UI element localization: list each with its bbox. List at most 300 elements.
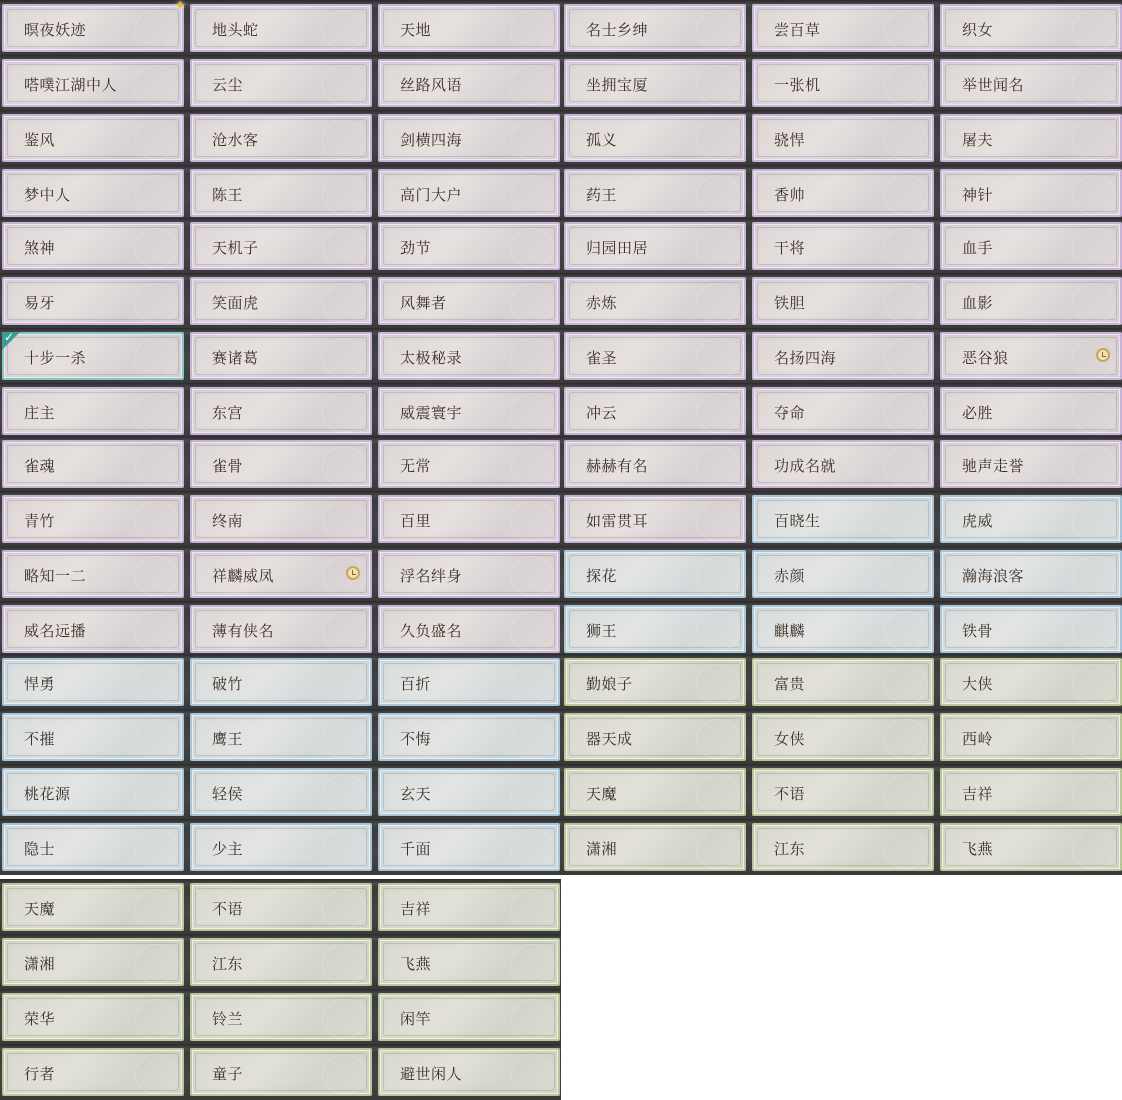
title-label: 百折	[400, 675, 432, 693]
cloud-ornament-icon	[134, 944, 178, 984]
title-tile[interactable]	[2, 658, 184, 706]
title-tile[interactable]	[564, 332, 746, 380]
clock-icon	[346, 566, 360, 580]
cloud-ornament-icon	[884, 228, 928, 268]
title-tile[interactable]	[190, 658, 372, 706]
title-tile[interactable]	[2, 0, 186, 52]
title-tile[interactable]	[190, 332, 372, 380]
cloud-ornament-icon	[134, 393, 178, 433]
title-tile[interactable]	[190, 550, 372, 598]
cloud-ornament-icon	[1072, 338, 1116, 378]
title-label: 百里	[400, 512, 432, 530]
cloud-ornament-icon	[884, 556, 928, 596]
title-tile[interactable]	[2, 605, 184, 653]
cloud-ornament-icon	[884, 611, 928, 651]
title-tile[interactable]	[190, 495, 372, 543]
cloud-ornament-icon	[510, 1054, 554, 1094]
title-label: 暝夜妖迹	[24, 21, 87, 39]
title-tile[interactable]	[190, 993, 372, 1041]
cloud-ornament-icon	[322, 719, 366, 759]
title-tile[interactable]	[378, 387, 560, 435]
title-label: 麒麟	[774, 622, 806, 640]
title-label: 潇湘	[586, 840, 618, 858]
title-tile[interactable]	[752, 332, 934, 380]
title-tile[interactable]	[752, 550, 934, 598]
title-tile[interactable]	[378, 883, 560, 931]
title-label: 威震寰宇	[400, 404, 463, 422]
title-tile[interactable]	[2, 495, 184, 543]
title-tile[interactable]	[378, 4, 560, 52]
title-tile[interactable]	[2, 550, 184, 598]
cloud-ornament-icon	[322, 338, 366, 378]
title-label: 薄有侠名	[212, 622, 275, 640]
title-tile[interactable]	[564, 605, 746, 653]
title-tile[interactable]	[940, 550, 1122, 598]
cloud-ornament-icon	[510, 228, 554, 268]
title-label: 高门大户	[400, 186, 463, 204]
title-tile[interactable]	[2, 440, 184, 488]
title-tile[interactable]	[2, 713, 184, 761]
title-label: 雀骨	[212, 457, 244, 475]
title-label: 屠夫	[962, 131, 994, 149]
title-label: 雀圣	[586, 349, 618, 367]
cloud-ornament-icon	[134, 228, 178, 268]
title-label: 织女	[962, 21, 994, 39]
title-tile[interactable]	[564, 277, 746, 325]
title-tile[interactable]	[752, 713, 934, 761]
title-label: 风舞者	[400, 294, 447, 312]
title-tile[interactable]	[190, 1048, 372, 1096]
title-label: 太极秘录	[400, 349, 463, 367]
title-tile[interactable]	[190, 59, 372, 107]
title-tile[interactable]	[564, 550, 746, 598]
title-tile[interactable]	[378, 169, 560, 217]
title-label: 天地	[400, 21, 432, 39]
title-tile[interactable]	[940, 277, 1122, 325]
title-tile[interactable]	[940, 332, 1122, 380]
cloud-ornament-icon	[510, 556, 554, 596]
cloud-ornament-icon	[510, 944, 554, 984]
title-tile[interactable]	[752, 59, 934, 107]
title-tile[interactable]	[752, 222, 934, 270]
title-tile[interactable]	[378, 550, 560, 598]
title-label: 夺命	[774, 404, 806, 422]
title-label: 少主	[212, 840, 244, 858]
title-tile[interactable]	[2, 169, 184, 217]
title-tile[interactable]	[752, 440, 934, 488]
cloud-ornament-icon	[322, 664, 366, 704]
cloud-ornament-icon	[884, 120, 928, 160]
title-tile[interactable]	[2, 1048, 184, 1096]
title-tile[interactable]	[378, 332, 560, 380]
title-label: 驰声走誉	[962, 457, 1025, 475]
cloud-ornament-icon	[322, 944, 366, 984]
title-label: 隐士	[24, 840, 56, 858]
title-tile[interactable]	[564, 495, 746, 543]
title-tile[interactable]	[752, 169, 934, 217]
title-tile[interactable]	[940, 169, 1122, 217]
title-label: 桃花源	[24, 785, 71, 803]
title-tile[interactable]	[2, 938, 184, 986]
cloud-ornament-icon	[322, 1054, 366, 1094]
title-label: 天魔	[586, 785, 618, 803]
title-label: 祥麟威凤	[212, 567, 275, 585]
title-tile[interactable]	[752, 4, 934, 52]
title-label: 童子	[212, 1065, 244, 1083]
title-tile[interactable]	[378, 114, 560, 162]
title-tile[interactable]	[2, 332, 184, 380]
cloud-ornament-icon	[510, 999, 554, 1039]
title-label: 潇湘	[24, 955, 56, 973]
title-label: 孤义	[586, 131, 618, 149]
title-label: 千面	[400, 840, 432, 858]
cloud-ornament-icon	[322, 611, 366, 651]
cloud-ornament-icon	[696, 774, 740, 814]
cloud-ornament-icon	[696, 10, 740, 50]
title-label: 器天成	[586, 730, 633, 748]
title-label: 威名远播	[24, 622, 87, 640]
cloud-ornament-icon	[510, 283, 554, 323]
title-label: 天魔	[24, 900, 56, 918]
cloud-ornament-icon	[510, 120, 554, 160]
title-label: 江东	[774, 840, 806, 858]
title-label: 赤炼	[586, 294, 618, 312]
title-tile[interactable]	[940, 605, 1122, 653]
cloud-ornament-icon	[510, 664, 554, 704]
title-label: 干将	[774, 239, 806, 257]
title-tile[interactable]	[378, 222, 560, 270]
title-tile[interactable]	[190, 440, 372, 488]
title-label: 剑横四海	[400, 131, 463, 149]
cloud-ornament-icon	[696, 65, 740, 105]
title-label: 必胜	[962, 404, 994, 422]
cloud-ornament-icon	[696, 556, 740, 596]
cloud-ornament-icon	[134, 10, 178, 50]
title-tile[interactable]	[190, 713, 372, 761]
title-label: 吉祥	[400, 900, 432, 918]
title-tile[interactable]	[564, 222, 746, 270]
cloud-ornament-icon	[510, 501, 554, 541]
title-tile[interactable]	[752, 605, 934, 653]
title-label: 鉴风	[24, 131, 56, 149]
title-label: 狮王	[586, 622, 618, 640]
cloud-ornament-icon	[510, 611, 554, 651]
title-label: 大侠	[962, 675, 994, 693]
title-tile[interactable]	[564, 658, 746, 706]
title-tile[interactable]	[378, 713, 560, 761]
cloud-ornament-icon	[134, 719, 178, 759]
title-tile[interactable]	[940, 387, 1122, 435]
title-label: 飞燕	[962, 840, 994, 858]
cloud-ornament-icon	[696, 664, 740, 704]
title-tile[interactable]	[940, 222, 1122, 270]
title-tile[interactable]	[378, 938, 560, 986]
cloud-ornament-icon	[1072, 829, 1116, 869]
title-tile[interactable]	[190, 938, 372, 986]
title-tile[interactable]	[564, 59, 746, 107]
cloud-ornament-icon	[696, 283, 740, 323]
cloud-ornament-icon	[322, 774, 366, 814]
title-label: 无常	[400, 457, 432, 475]
title-tile[interactable]	[190, 605, 372, 653]
cloud-ornament-icon	[696, 393, 740, 433]
cloud-ornament-icon	[696, 829, 740, 869]
title-label: 陈王	[212, 186, 244, 204]
cloud-ornament-icon	[1072, 774, 1116, 814]
title-tile[interactable]	[940, 658, 1122, 706]
cloud-ornament-icon	[1072, 556, 1116, 596]
cloud-ornament-icon	[322, 999, 366, 1039]
title-tile[interactable]	[752, 277, 934, 325]
title-tile[interactable]	[940, 495, 1122, 543]
title-tile[interactable]	[378, 993, 560, 1041]
cloud-ornament-icon	[696, 611, 740, 651]
title-tile[interactable]	[2, 114, 184, 162]
title-tile[interactable]	[378, 59, 560, 107]
title-label: 玄天	[400, 785, 432, 803]
cloud-ornament-icon	[884, 65, 928, 105]
title-label: 沧水客	[212, 131, 259, 149]
title-tile[interactable]	[564, 4, 746, 52]
title-label: 尝百草	[774, 21, 821, 39]
cloud-ornament-icon	[322, 889, 366, 929]
title-label: 行者	[24, 1065, 56, 1083]
cloud-ornament-icon	[510, 719, 554, 759]
cloud-ornament-icon	[510, 774, 554, 814]
title-tile[interactable]	[2, 993, 184, 1041]
title-label: 赫赫有名	[586, 457, 649, 475]
title-tile[interactable]	[378, 823, 560, 871]
cloud-ornament-icon	[134, 774, 178, 814]
title-tile[interactable]	[940, 768, 1122, 816]
cloud-ornament-icon	[884, 501, 928, 541]
title-label: 名扬四海	[774, 349, 837, 367]
title-label: 闲竿	[400, 1010, 432, 1028]
title-label: 略知一二	[24, 567, 87, 585]
title-label: 神针	[962, 186, 994, 204]
title-tile[interactable]	[940, 4, 1122, 52]
title-label: 浮名绊身	[400, 567, 463, 585]
cloud-ornament-icon	[134, 889, 178, 929]
cloud-ornament-icon	[1072, 120, 1116, 160]
cloud-ornament-icon	[884, 393, 928, 433]
title-label: 云尘	[212, 76, 244, 94]
title-label: 终南	[212, 512, 244, 530]
cloud-ornament-icon	[884, 446, 928, 486]
cloud-ornament-icon	[322, 120, 366, 160]
cloud-ornament-icon	[884, 10, 928, 50]
title-tile[interactable]	[940, 59, 1122, 107]
title-tile[interactable]	[752, 823, 934, 871]
title-label: 铃兰	[212, 1010, 244, 1028]
cloud-ornament-icon	[322, 283, 366, 323]
title-label: 易牙	[24, 294, 56, 312]
title-tile[interactable]	[940, 114, 1122, 162]
title-tile[interactable]	[564, 169, 746, 217]
cloud-ornament-icon	[134, 611, 178, 651]
title-tile[interactable]	[2, 59, 184, 107]
title-label: 煞神	[24, 239, 56, 257]
title-label: 荣华	[24, 1010, 56, 1028]
cloud-ornament-icon	[1072, 228, 1116, 268]
title-tile[interactable]	[564, 440, 746, 488]
title-label: 血影	[962, 294, 994, 312]
cloud-ornament-icon	[322, 393, 366, 433]
title-label: 不摧	[24, 730, 56, 748]
title-label: 久负盛名	[400, 622, 463, 640]
title-tile[interactable]	[564, 713, 746, 761]
title-label: 青竹	[24, 512, 56, 530]
checkmark-icon: ✓	[4, 330, 15, 344]
cloud-ornament-icon	[1072, 65, 1116, 105]
cloud-ornament-icon	[884, 774, 928, 814]
title-tile[interactable]	[190, 768, 372, 816]
title-label: 天机子	[212, 239, 259, 257]
cloud-ornament-icon	[134, 501, 178, 541]
cloud-ornament-icon	[134, 1054, 178, 1094]
title-label: 血手	[962, 239, 994, 257]
title-label: 铁骨	[962, 622, 994, 640]
title-label: 庄主	[24, 404, 56, 422]
title-tile[interactable]	[2, 277, 184, 325]
title-tile[interactable]	[378, 605, 560, 653]
cloud-ornament-icon	[884, 664, 928, 704]
cloud-ornament-icon	[510, 175, 554, 215]
title-label: 不语	[774, 785, 806, 803]
sparkle-icon: ✦	[174, 0, 186, 14]
cloud-ornament-icon	[322, 501, 366, 541]
title-tile[interactable]	[190, 387, 372, 435]
title-label: 归园田居	[586, 239, 649, 257]
cloud-ornament-icon	[1072, 611, 1116, 651]
title-tile[interactable]	[190, 277, 372, 325]
title-tile[interactable]	[378, 1048, 560, 1096]
title-tile[interactable]	[2, 883, 184, 931]
title-tile[interactable]	[190, 222, 372, 270]
title-tile[interactable]	[564, 823, 746, 871]
title-tile[interactable]	[752, 768, 934, 816]
title-label: 悍勇	[24, 675, 56, 693]
title-label: 不悔	[400, 730, 432, 748]
title-label: 虎威	[962, 512, 994, 530]
cloud-ornament-icon	[696, 175, 740, 215]
title-tile[interactable]	[564, 768, 746, 816]
title-label: 轻侯	[212, 785, 244, 803]
cloud-ornament-icon	[322, 65, 366, 105]
title-tile[interactable]	[940, 713, 1122, 761]
cloud-ornament-icon	[134, 829, 178, 869]
title-tile[interactable]	[378, 658, 560, 706]
title-tile[interactable]	[190, 169, 372, 217]
title-label: 地头蛇	[212, 21, 259, 39]
title-label: 笑面虎	[212, 294, 259, 312]
cloud-ornament-icon	[510, 446, 554, 486]
cloud-ornament-icon	[134, 556, 178, 596]
title-tile[interactable]	[190, 823, 372, 871]
title-tile[interactable]	[752, 658, 934, 706]
cloud-ornament-icon	[134, 283, 178, 323]
title-label: 吉祥	[962, 785, 994, 803]
cloud-ornament-icon	[322, 556, 366, 596]
title-tile[interactable]	[940, 823, 1122, 871]
cloud-ornament-icon	[134, 65, 178, 105]
cloud-ornament-icon	[884, 338, 928, 378]
title-label: 丝路风语	[400, 76, 463, 94]
cloud-ornament-icon	[696, 120, 740, 160]
cloud-ornament-icon	[322, 446, 366, 486]
title-tile[interactable]	[378, 277, 560, 325]
title-label: 雀魂	[24, 457, 56, 475]
cloud-ornament-icon	[1072, 719, 1116, 759]
title-tile[interactable]	[190, 114, 372, 162]
title-label: 举世闻名	[962, 76, 1025, 94]
title-tile[interactable]	[752, 387, 934, 435]
title-tile[interactable]	[564, 114, 746, 162]
cloud-ornament-icon	[884, 829, 928, 869]
cloud-ornament-icon	[322, 175, 366, 215]
title-label: 功成名就	[774, 457, 837, 475]
title-label: 女侠	[774, 730, 806, 748]
title-label: 嗒噗江湖中人	[24, 76, 118, 94]
title-label: 恶谷狼	[962, 349, 1009, 367]
cloud-ornament-icon	[696, 228, 740, 268]
cloud-ornament-icon	[510, 393, 554, 433]
cloud-ornament-icon	[884, 283, 928, 323]
title-tile[interactable]	[190, 4, 372, 52]
cloud-ornament-icon	[322, 10, 366, 50]
title-label: 鹰王	[212, 730, 244, 748]
title-label: 富贵	[774, 675, 806, 693]
title-tile[interactable]	[752, 114, 934, 162]
title-tile[interactable]	[378, 495, 560, 543]
title-tile[interactable]	[2, 823, 184, 871]
cloud-ornament-icon	[696, 338, 740, 378]
title-label: 一张机	[774, 76, 821, 94]
cloud-ornament-icon	[884, 175, 928, 215]
title-label: 赤颜	[774, 567, 806, 585]
title-tile[interactable]	[2, 222, 184, 270]
title-label: 探花	[586, 567, 618, 585]
title-label: 劲节	[400, 239, 432, 257]
cloud-ornament-icon	[134, 664, 178, 704]
title-label: 东宫	[212, 404, 244, 422]
cloud-ornament-icon	[510, 10, 554, 50]
title-tile[interactable]	[378, 768, 560, 816]
cloud-ornament-icon	[134, 999, 178, 1039]
title-label: 梦中人	[24, 186, 71, 204]
cloud-ornament-icon	[134, 338, 178, 378]
title-tile[interactable]	[2, 387, 184, 435]
cloud-ornament-icon	[884, 719, 928, 759]
title-label: 十步一杀	[24, 349, 87, 367]
title-tile[interactable]	[752, 495, 934, 543]
title-tile[interactable]	[378, 440, 560, 488]
title-tile[interactable]	[2, 768, 184, 816]
cloud-ornament-icon	[1072, 283, 1116, 323]
cloud-ornament-icon	[1072, 393, 1116, 433]
cloud-ornament-icon	[696, 446, 740, 486]
cloud-ornament-icon	[322, 829, 366, 869]
cloud-ornament-icon	[510, 829, 554, 869]
cloud-ornament-icon	[134, 446, 178, 486]
title-label: 勤娘子	[586, 675, 633, 693]
title-label: 铁胆	[774, 294, 806, 312]
selected-corner-icon	[2, 332, 20, 350]
title-tile[interactable]	[564, 387, 746, 435]
title-tile[interactable]	[190, 883, 372, 931]
cloud-ornament-icon	[1072, 10, 1116, 50]
title-tile[interactable]	[940, 440, 1122, 488]
